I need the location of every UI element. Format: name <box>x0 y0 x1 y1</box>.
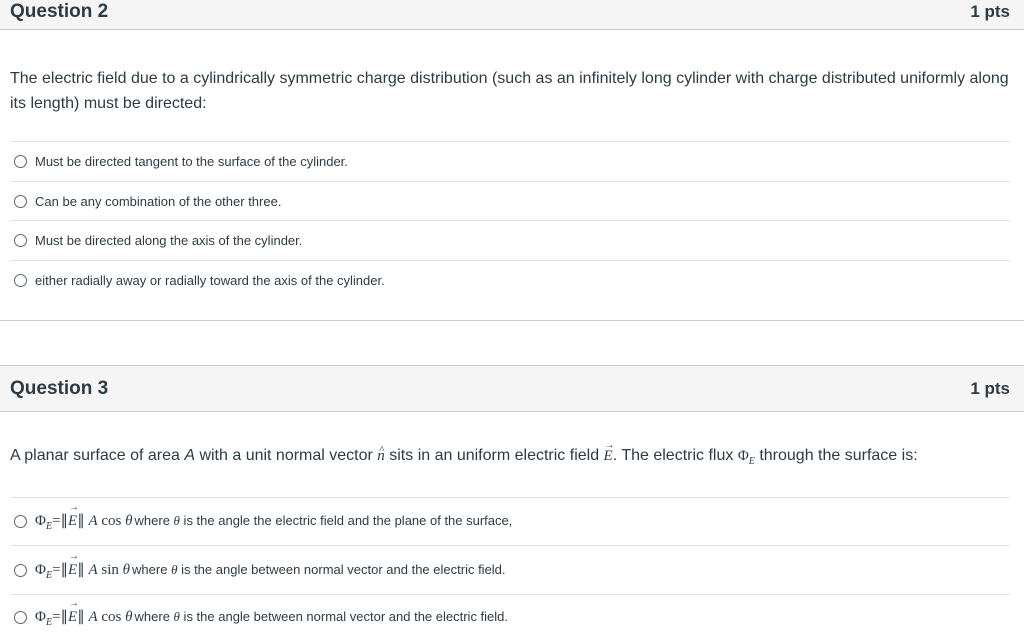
answer-label: either radially away or radially toward the axis of the cylinder. <box>35 272 385 288</box>
answer-option[interactable] <box>10 545 1010 594</box>
field-vector-symbol: → E <box>604 444 613 469</box>
radio-button[interactable] <box>14 234 27 247</box>
answer-formula: $\Phi_E=\parallel\to$ E∥ A sin θ <box>35 562 130 578</box>
answer-option[interactable] <box>10 260 1010 299</box>
radio-button[interactable] <box>14 155 27 168</box>
text-segment: where <box>134 513 174 528</box>
answer-formula: $\Phi_E=\parallel\to$ E∥ A cos θ <box>35 609 133 625</box>
question-2-answers <box>10 141 1010 299</box>
answer-option[interactable] <box>10 594 1010 640</box>
question-2-points: 1 pts <box>970 2 1010 21</box>
question-3-title: Question 3 <box>10 377 109 399</box>
radio-button[interactable] <box>14 195 27 208</box>
question-3-answers <box>10 497 1010 640</box>
text-segment: where <box>132 561 172 577</box>
text-segment: is the angle between normal vector and the electric field. <box>179 609 509 624</box>
text-segment: where <box>134 609 174 624</box>
answer-option[interactable] <box>10 141 1010 181</box>
answer-option[interactable] <box>10 220 1010 260</box>
text-segment: A planar surface of area <box>10 447 185 464</box>
radio-button[interactable] <box>14 274 27 287</box>
answer-option[interactable] <box>10 181 1010 220</box>
flux-subscript: E <box>748 456 755 467</box>
radio-button[interactable] <box>14 564 27 577</box>
question-3-header <box>0 365 1024 412</box>
answer-label <box>35 607 508 628</box>
normal-vector-symbol: ^ n <box>377 444 385 469</box>
text-segment: with a unit normal vector <box>195 447 378 464</box>
radio-button[interactable] <box>14 515 27 528</box>
text-segment: through the surface is: <box>754 447 918 464</box>
text-segment: . The electric flux <box>612 447 738 464</box>
question-3-points: 1 pts <box>970 378 1010 398</box>
answer-label <box>35 560 506 581</box>
text-segment: sits in an uniform electric field <box>384 447 604 464</box>
answer-option[interactable] <box>10 497 1010 545</box>
question-3-text <box>10 443 1010 474</box>
theta-symbol: θ <box>173 513 180 528</box>
answer-label <box>35 511 512 532</box>
answer-label: Can be any combination of the other three. <box>35 193 282 209</box>
flux-symbol: Φ <box>737 448 749 464</box>
radio-button[interactable] <box>14 611 27 624</box>
section-divider <box>0 320 1024 321</box>
theta-symbol: θ <box>173 609 180 624</box>
question-2-header <box>0 0 1024 30</box>
text-segment: is the angle between normal vector and the electric field. <box>177 561 506 577</box>
answer-label: Must be directed along the axis of the cylinder. <box>35 233 303 248</box>
theta-symbol: θ <box>171 561 178 577</box>
area-symbol: A <box>184 447 195 464</box>
text-segment: is the angle the electric field and the plane of the surface, <box>179 513 513 528</box>
question-2-title: Question 2 <box>10 1 109 22</box>
answer-label: Must be directed tangent to the surface of the cylinder. <box>35 154 348 169</box>
question-2-text: The electric field due to a cylindrically symmetric charge distribution (such as an infinitely long cylinder with charge distributed uniformly along its length) must be directed: <box>10 70 1009 112</box>
answer-formula: $\Phi_E=\parallel\to$ E∥ A cos θ <box>35 513 133 529</box>
